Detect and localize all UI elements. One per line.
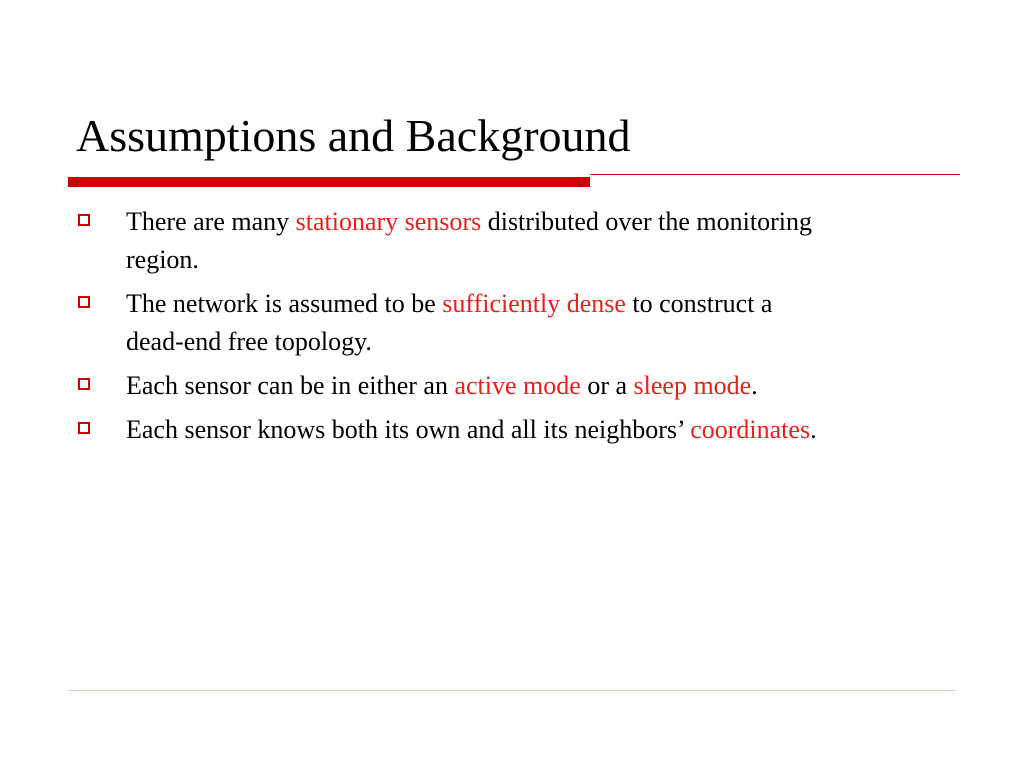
bullet-text [126,289,772,356]
bullet-text [126,371,758,400]
bullet-text-segment: to construct a dead-end free topology. [126,289,773,356]
title-underline-thin [590,174,960,175]
bullet-text-segment: Each sensor can be in either an [126,371,455,400]
bullet-list [76,203,836,455]
highlighted-term: sleep mode [633,371,752,400]
bullet-item [76,285,836,361]
highlighted-term: coordinates [690,415,811,444]
bullet-text-segment: . [810,415,817,444]
bullet-text [126,207,812,274]
hollow-square-bullet-icon [78,422,90,434]
highlighted-term: stationary sensors [295,207,482,236]
bullet-item [76,203,836,279]
bullet-text-segment: The network is assumed to be [126,289,443,318]
highlighted-term: active mode [454,371,581,400]
bullet-text-segment: distributed over the monitoring region. [126,207,812,274]
bullet-text-segment: . [751,371,758,400]
title-underline-thick [68,177,590,187]
footer-divider [68,690,956,691]
bullet-text [126,415,817,444]
bullet-text-segment: Each sensor knows both its own and all its neighbors’ [126,415,691,444]
hollow-square-bullet-icon [78,378,90,390]
hollow-square-bullet-icon [78,214,90,226]
bullet-item [76,367,836,405]
slide-title: Assumptions and Background [76,110,631,161]
highlighted-term: sufficiently dense [442,289,626,318]
bullet-text-segment: There are many [126,207,296,236]
bullet-text-segment: or a [580,371,634,400]
hollow-square-bullet-icon [78,296,90,308]
bullet-item [76,411,836,449]
